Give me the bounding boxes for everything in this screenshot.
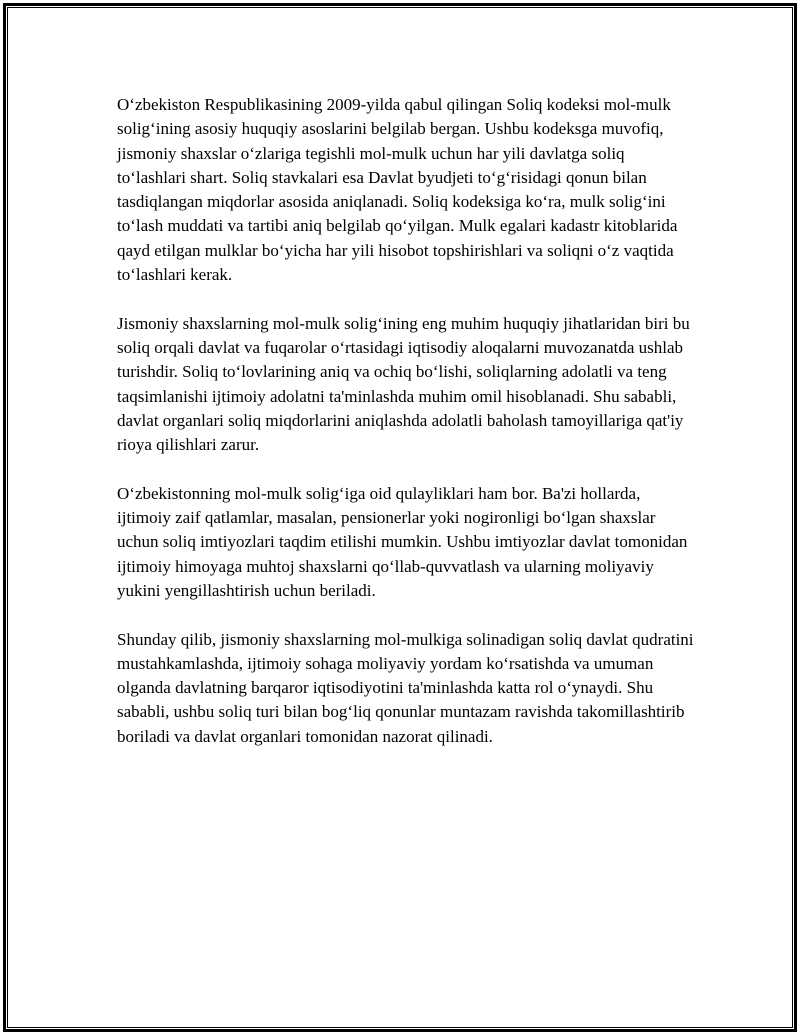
document-body [117,93,697,773]
paragraph-3: O‘zbekistonning mol-mulk solig‘iga oid qulayliklari ham bor. Ba'zi hollarda, ijtimoiy zaif qatlamlar, masalan, pensionerlar yoki nogironligi bo‘lgan shaxslar uchun soliq imtiyozlari taqdim etilishi mumkin. Ushbu imtiyozlar davlat tomonidan ijtimoiy himoyaga muhtoj shaxslarni qo‘llab-quvvatlash va ularning moliyaviy yukini yengillashtirish uchun beriladi. [117,483,688,600]
paragraph-1: O‘zbekiston Respublikasining 2009-yilda qabul qilingan Soliq kodeksi mol-mulk solig‘ining asosiy huquqiy asoslarini belgilab bergan. Ushbu kodeksga muvofiq, jismoniy shaxslar o‘zlariga tegishli mol-mulk uchun har yili davlatga soliq to‘lashlari shart. Soliq stavkalari esa Davlat byudjeti to‘g‘risidagi qonun bilan tasdiqlangan miqdorlar asosida aniqlanadi. Soliq kodeksiga ko‘ra, mulk solig‘ini to‘lash muddati va tartibi aniq belgilab qo‘yilgan. Mulk egalari kadastr kitoblarida qayd etilgan mulklar bo‘yicha har yili hisobot topshirishlari va soliqni o‘z vaqtida to‘lashlari kerak. [117,95,678,285]
paragraph-4: Shunday qilib, jismoniy shaxslarning mol-mulkiga solinadigan soliq davlat qudratini mustahkamlashda, ijtimoiy sohaga moliyaviy yordam ko‘rsatishda va umuman olganda davlatning barqaror iqtisodiyotini ta'minlashda katta rol o‘ynaydi. Shu sababli, ushbu soliq turi bilan bog‘liq qonunlar muntazam ravishda takomillashtirib boriladi va davlat organlari tomonidan nazorat qilinadi. [117,629,694,746]
paragraph-2: Jismoniy shaxslarning mol-mulk solig‘ining eng muhim huquqiy jihatlaridan biri bu soliq orqali davlat va fuqarolar o‘rtasidagi iqtisodiy aloqalarni muvozanatda ushlab turishdir. Soliq to‘lovlarining aniq va ochiq bo‘lishi, soliqlarning adolatli va teng taqsimlanishi ijtimoiy adolatni ta'minlashda muhim omil hisoblanadi. Shu sababli, davlat organlari soliq miqdorlarini aniqlashda adolatli baholash tamoyillariga qat'iy rioya qilishlari zarur. [117,313,690,455]
